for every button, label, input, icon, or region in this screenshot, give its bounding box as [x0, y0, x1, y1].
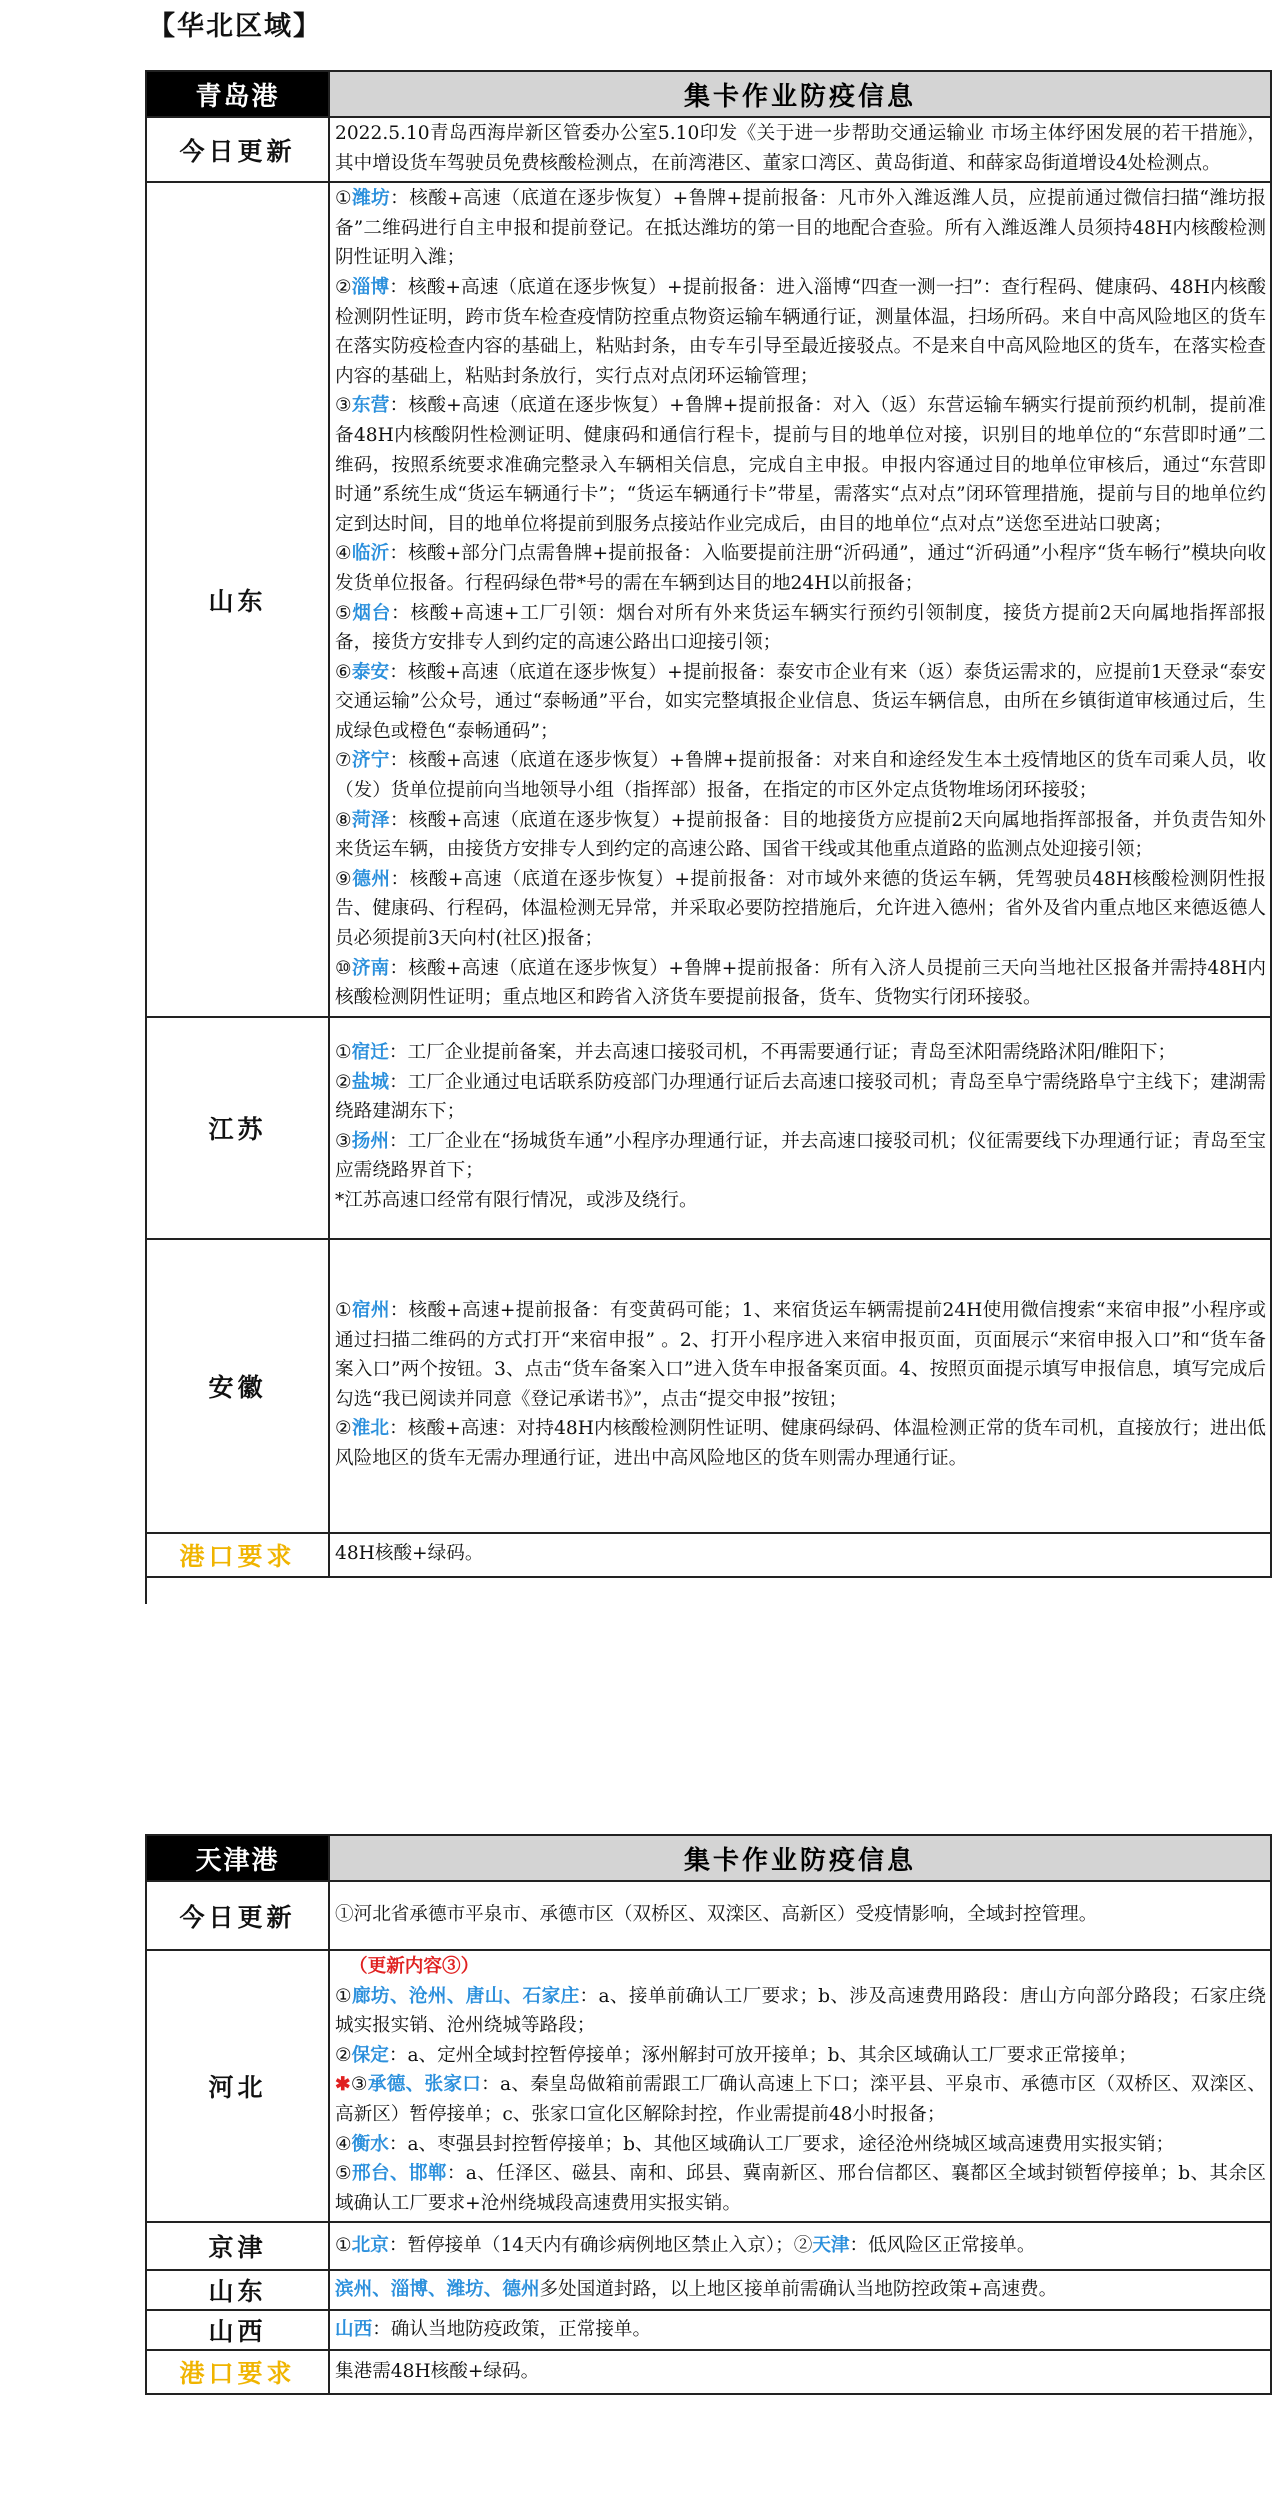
item-number: ⑩ — [335, 957, 352, 979]
row-label: 山西 — [146, 2310, 329, 2350]
city-name: 淮北 — [351, 1418, 390, 1440]
item-text: ：低风险区正常接单。 — [849, 2234, 1036, 2256]
today-update-text: 2022.5.10青岛西海岸新区管委办公室5.10印发《关于进一步帮助交通运输业 市场主体纾困发展的若干措施》，其中增设货车驾驶员免费核酸检测点，在前湾港区、董家口湾区、黄岛街道、和薛家岛街道增设4处检测点。 — [329, 117, 1271, 182]
list-item — [335, 1127, 1266, 1186]
row-label: 河北 — [146, 1950, 329, 2222]
item-text: ：a、接单前确认工厂要求；b、涉及高速费用路段：唐山方向部分路段；石家庄绕城实报实销、沧州绕城等路段； — [335, 1985, 1266, 2037]
city-name: 保定 — [351, 2044, 389, 2066]
qingdao-table — [145, 70, 1272, 1604]
item-text: ：工厂企业提前备案，并去高速口接驳司机，不再需要通行证；青岛至沭阳需绕路沭阳/睢阳下； — [388, 1042, 1177, 1064]
item-number: ① — [335, 188, 353, 210]
city-name: 扬州 — [351, 1130, 390, 1152]
city-name: 泰安 — [351, 661, 390, 683]
star-mark: ✱ — [335, 2074, 351, 2096]
item-number: ② — [793, 2234, 813, 2256]
today-update-row — [146, 117, 1271, 182]
city-name: 宿州 — [351, 1300, 390, 1322]
province-row-shandong — [146, 2270, 1271, 2310]
item-number: ③ — [335, 395, 352, 417]
city-name: 天津 — [812, 2234, 850, 2256]
list-item — [335, 1414, 1266, 1473]
item-number: ⑨ — [335, 868, 353, 890]
jingjin-content — [329, 2222, 1271, 2270]
item-text: ：核酸+高速（底道在逐步恢复）+鲁牌+提前报备：对入（返）东营运输车辆实行提前预约机制，提前准备48H内核酸阴性检测证明、健康码和通信行程卡，提前与目的地单位对接，识别目的地单位的“东营即时通”二维码，按照系统要求准确完整录入车辆相关信息，完成自主申报。申报内容通过目的地单位审核后，通过“东营即时通”系统生成“货运车辆通行卡”；“货运车辆通行卡”带星，需落实“点对点”闭环管理措施，提前与目的地单位约定到达时间，目的地单位将提前到服务点接站作业完成后，由目的地单位“点对点”送您至进站口驶离； — [335, 395, 1266, 535]
city-name: 潍坊 — [352, 188, 391, 210]
city-name: 廊坊、沧州、唐山、石家庄 — [352, 1985, 580, 2007]
item-number: ① — [335, 1300, 352, 1322]
item-text: ：a、任泽区、磁县、南和、邱县、冀南新区、邢台信都区、襄都区全域封锁暂停接单；b、其余区域确认工厂要求+沧州绕城段高速费用实报实销。 — [335, 2163, 1267, 2214]
item-number: ① — [335, 2234, 352, 2256]
item-text: ：确认当地防疫政策，正常接单。 — [372, 2318, 652, 2340]
port-requirement-row — [146, 1533, 1271, 1577]
city-name: 盐城 — [351, 1071, 390, 1093]
city-name: 衡水 — [351, 2133, 389, 2155]
city-name: 德州 — [352, 868, 391, 890]
city-name: 北京 — [351, 2234, 389, 2256]
row-label: 山东 — [146, 182, 329, 1017]
item-number: ② — [335, 1071, 352, 1093]
city-name: 菏泽 — [352, 809, 390, 831]
city-name: 东营 — [351, 395, 390, 417]
item-text: *江苏高速口经常有限行情况，或涉及绕行。 — [335, 1190, 698, 1211]
item-text: ：a、秦皇岛做箱前需跟工厂确认高速上下口；滦平县、平泉市、承德市区（双桥区、双滦区、高新区）暂停接单；c、张家口宣化区解除封控，作业需提前48小时报备； — [335, 2074, 1266, 2125]
city-name: 滨州、淄博、潍坊、德州 — [335, 2278, 540, 2300]
item-text: ：核酸+高速（底道在逐步恢复）+鲁牌+提前报备：凡市外入潍返潍人员，应提前通过微信扫描“潍坊报备”二维码进行自主申报和提前登记。在抵达潍坊的第一目的地配合查验。所有入潍返潍人员须持48H内核酸检测阴性证明入潍； — [335, 188, 1266, 269]
region-title: 【华北区域】 — [148, 11, 322, 42]
city-name: 烟台 — [352, 602, 392, 624]
update-note: （更新内容③） — [349, 1956, 480, 1977]
list-item — [335, 1982, 1266, 2041]
column-header: 集卡作业防疫信息 — [329, 1835, 1271, 1881]
list-item — [335, 184, 1266, 273]
hebei-content — [329, 1950, 1271, 2222]
today-update-row — [146, 1881, 1271, 1950]
item-number: ⑧ — [335, 809, 352, 831]
row-label: 今日更新 — [146, 1881, 329, 1950]
item-text: ：核酸+高速（底道在逐步恢复）+提前报备：进入淄博“四查一测一扫”：查行程码、健康码、48H内核酸检测阴性证明，跨市货车检查疫情防控重点物资运输车辆通行证，测量体温，扫场所码。来自中高风险地区的货车在落实防疫检查内容的基础上，粘贴封条，由专车引导至最近接驳点。不是来自中高风险地区的货车，在落实检查内容的基础上，粘贴封条放行，实行点对点闭环运输管理； — [335, 276, 1266, 387]
item-number: ② — [335, 2044, 352, 2066]
province-content — [329, 1017, 1271, 1239]
list-item — [335, 2041, 1266, 2071]
list-item — [335, 2130, 1266, 2160]
province-row-shanxi — [146, 2310, 1271, 2350]
list-item — [335, 746, 1266, 805]
item-number: ① — [335, 1985, 353, 2007]
item-text: ：核酸+高速（底道在逐步恢复）+提前报备：对市域外来德的货运车辆，凭驾驶员48H核酸检测阴性报告、健康码、行程码，体温检测无异常，并采取必要防控措施后，允许进入德州；省外及省内重点地区来德返德人员必须提前3天向村(社区)报备； — [335, 868, 1266, 950]
city-name: 临沂 — [351, 543, 390, 565]
shanxi-content — [329, 2310, 1271, 2350]
province-row-jiangsu — [146, 1017, 1271, 1239]
item-text: ：核酸+高速+提前报备：有变黄码可能；1、来宿货运车辆需提前24H使用微信搜索“来宿申报”小程序或通过扫描二维码的方式打开“来宿申报” 。2、打开小程序进入来宿申报页面，页面展示“来宿申报入口”和“货车备案入口”两个按钮。3、点击“货车备案入口”进入货车申报备案页面。4、按照页面提示填写申报信息，填写完成后勾选“我已阅读并同意《登记承诺书》”，点击“提交申报”按钮； — [335, 1300, 1266, 1410]
city-name: 山西 — [335, 2318, 373, 2340]
item-number: ② — [335, 1418, 352, 1440]
row-label: 山东 — [146, 2270, 329, 2310]
list-item — [335, 1186, 1266, 1216]
city-name: 邢台、邯郸 — [352, 2163, 447, 2185]
item-text: ：核酸+高速+工厂引领：烟台对所有外来货运车辆实行预约引领制度，接货方提前2天向属地指挥部报备，接货方安排专人到约定的高速公路出口迎接引领； — [335, 602, 1266, 654]
city-name: 济宁 — [351, 750, 390, 772]
list-item — [335, 1296, 1266, 1414]
list-item — [335, 2159, 1266, 2218]
item-number: ② — [335, 276, 352, 298]
province-row-shandong — [146, 182, 1271, 1017]
row-label: 江苏 — [146, 1017, 329, 1239]
row-label: 港口要求 — [146, 1533, 329, 1577]
list-item — [335, 954, 1266, 1013]
city-name: 淄博 — [351, 276, 390, 298]
province-row-anhui — [146, 1239, 1271, 1533]
list-item — [335, 391, 1266, 539]
row-label: 今日更新 — [146, 117, 329, 182]
city-name: 宿迁 — [351, 1042, 389, 1064]
city-name: 承德、张家口 — [367, 2074, 482, 2096]
province-content — [329, 1239, 1271, 1533]
item-text: ：核酸+高速（底道在逐步恢复）+鲁牌+提前报备：对来自和途经发生本土疫情地区的货车司乘人员，收（发）货单位提前向当地领导小组（指挥部）报备，在指定的市区外定点货物堆场闭环接驳； — [335, 750, 1266, 802]
item-number: ③ — [335, 1130, 352, 1152]
list-item — [335, 806, 1266, 865]
shandong-content — [329, 2270, 1271, 2310]
column-header: 集卡作业防疫信息 — [329, 71, 1271, 117]
spacer-row — [146, 1577, 1271, 1604]
row-label: 京津 — [146, 2222, 329, 2270]
item-text: ：核酸+高速（底道在逐步恢复）+提前报备：目的地接货方应提前2天向属地指挥部报备，并负责告知外来货运车辆，由接货方安排专人到约定的高速公路、国省干线或其他重点道路的监测点处迎接引领； — [335, 809, 1266, 861]
item-number: ① — [335, 1042, 352, 1064]
item-text: ：a、枣强县封控暂停接单；b、其他区域确认工厂要求，途径沧州绕城区域高速费用实报实销； — [388, 2133, 1175, 2155]
list-item — [335, 2070, 1266, 2129]
item-text: 多处国道封路，以上地区接单前需确认当地防控政策+高速费。 — [539, 2278, 1058, 2300]
today-update-text: ①河北省承德市平泉市、承德市区（双桥区、双滦区、高新区）受疫情影响，全域封控管理。 — [329, 1881, 1271, 1950]
item-text: ：核酸+高速（底道在逐步恢复）+鲁牌+提前报备：所有入济人员提前三天向当地社区报备并需持48H内核酸检测阴性证明；重点地区和跨省入济货车要提前报备，货车、货物实行闭环接驳。 — [335, 957, 1266, 1009]
item-text: ：工厂企业在“扬城货车通”小程序办理通行证，并去高速口接驳司机；仪征需要线下办理通行证；青岛至宝应需绕路界首下； — [335, 1130, 1267, 1182]
item-number: ④ — [335, 2133, 352, 2155]
port-name: 天津港 — [146, 1835, 329, 1881]
list-item — [335, 865, 1266, 954]
row-label: 港口要求 — [146, 2350, 329, 2394]
province-content — [329, 182, 1271, 1017]
qingdao-header-row — [146, 71, 1271, 117]
city-name: 济南 — [351, 957, 390, 979]
row-label: 安徽 — [146, 1239, 329, 1533]
item-text: ：核酸+部分门点需鲁牌+提前报备：入临要提前注册“沂码通”，通过“沂码通”小程序“货车畅行”模块向收发货单位报备。行程码绿色带*号的需在车辆到达目的地24H以前报备； — [335, 543, 1266, 594]
list-item — [335, 1038, 1266, 1068]
port-name: 青岛港 — [146, 71, 329, 117]
item-number: ③ — [350, 2074, 368, 2096]
item-number: ⑦ — [335, 750, 352, 772]
item-number: ⑤ — [335, 2163, 353, 2185]
item-number: ④ — [335, 543, 352, 565]
province-row-jingjin — [146, 2222, 1271, 2270]
tianjin-header-row — [146, 1835, 1271, 1881]
item-text: ：暂停接单（14天内有确诊病例地区禁止入京）； — [388, 2234, 794, 2256]
item-text: ：核酸+高速：对持48H内核酸检测阴性证明、健康码绿码、体温检测正常的货车司机，直接放行；进出低风险地区的货车无需办理通行证，进出中高风险地区的货车则需办理通行证。 — [335, 1418, 1266, 1469]
item-number: ⑤ — [335, 602, 353, 624]
port-requirement-text: 48H核酸+绿码。 — [329, 1533, 1271, 1577]
list-item — [335, 273, 1266, 391]
item-number: ⑥ — [335, 661, 352, 683]
list-item — [335, 658, 1266, 747]
port-requirement-row — [146, 2350, 1271, 2394]
item-text: ：工厂企业通过电话联系防疫部门办理通行证后去高速口接驳司机；青岛至阜宁需绕路阜宁主线下；建湖需绕路建湖东下； — [335, 1071, 1266, 1123]
tianjin-table — [145, 1834, 1272, 2395]
list-item — [335, 1068, 1266, 1127]
item-text: ：核酸+高速（底道在逐步恢复）+提前报备：泰安市企业有来（返）泰货运需求的，应提前1天登录“泰安交通运输”公众号，通过“泰畅通”平台，如实完整填报企业信息、货运车辆信息，由所在乡镇街道审核通过后，生成绿色或橙色“泰畅通码”； — [335, 661, 1266, 742]
item-text: ：a、定州全域封控暂停接单；涿州解封可放开接单；b、其余区域确认工厂要求正常接单； — [388, 2044, 1138, 2066]
port-requirement-text: 集港需48H核酸+绿码。 — [329, 2350, 1271, 2394]
list-item — [335, 539, 1266, 598]
province-row-hebei — [146, 1950, 1271, 2222]
list-item — [335, 599, 1266, 658]
